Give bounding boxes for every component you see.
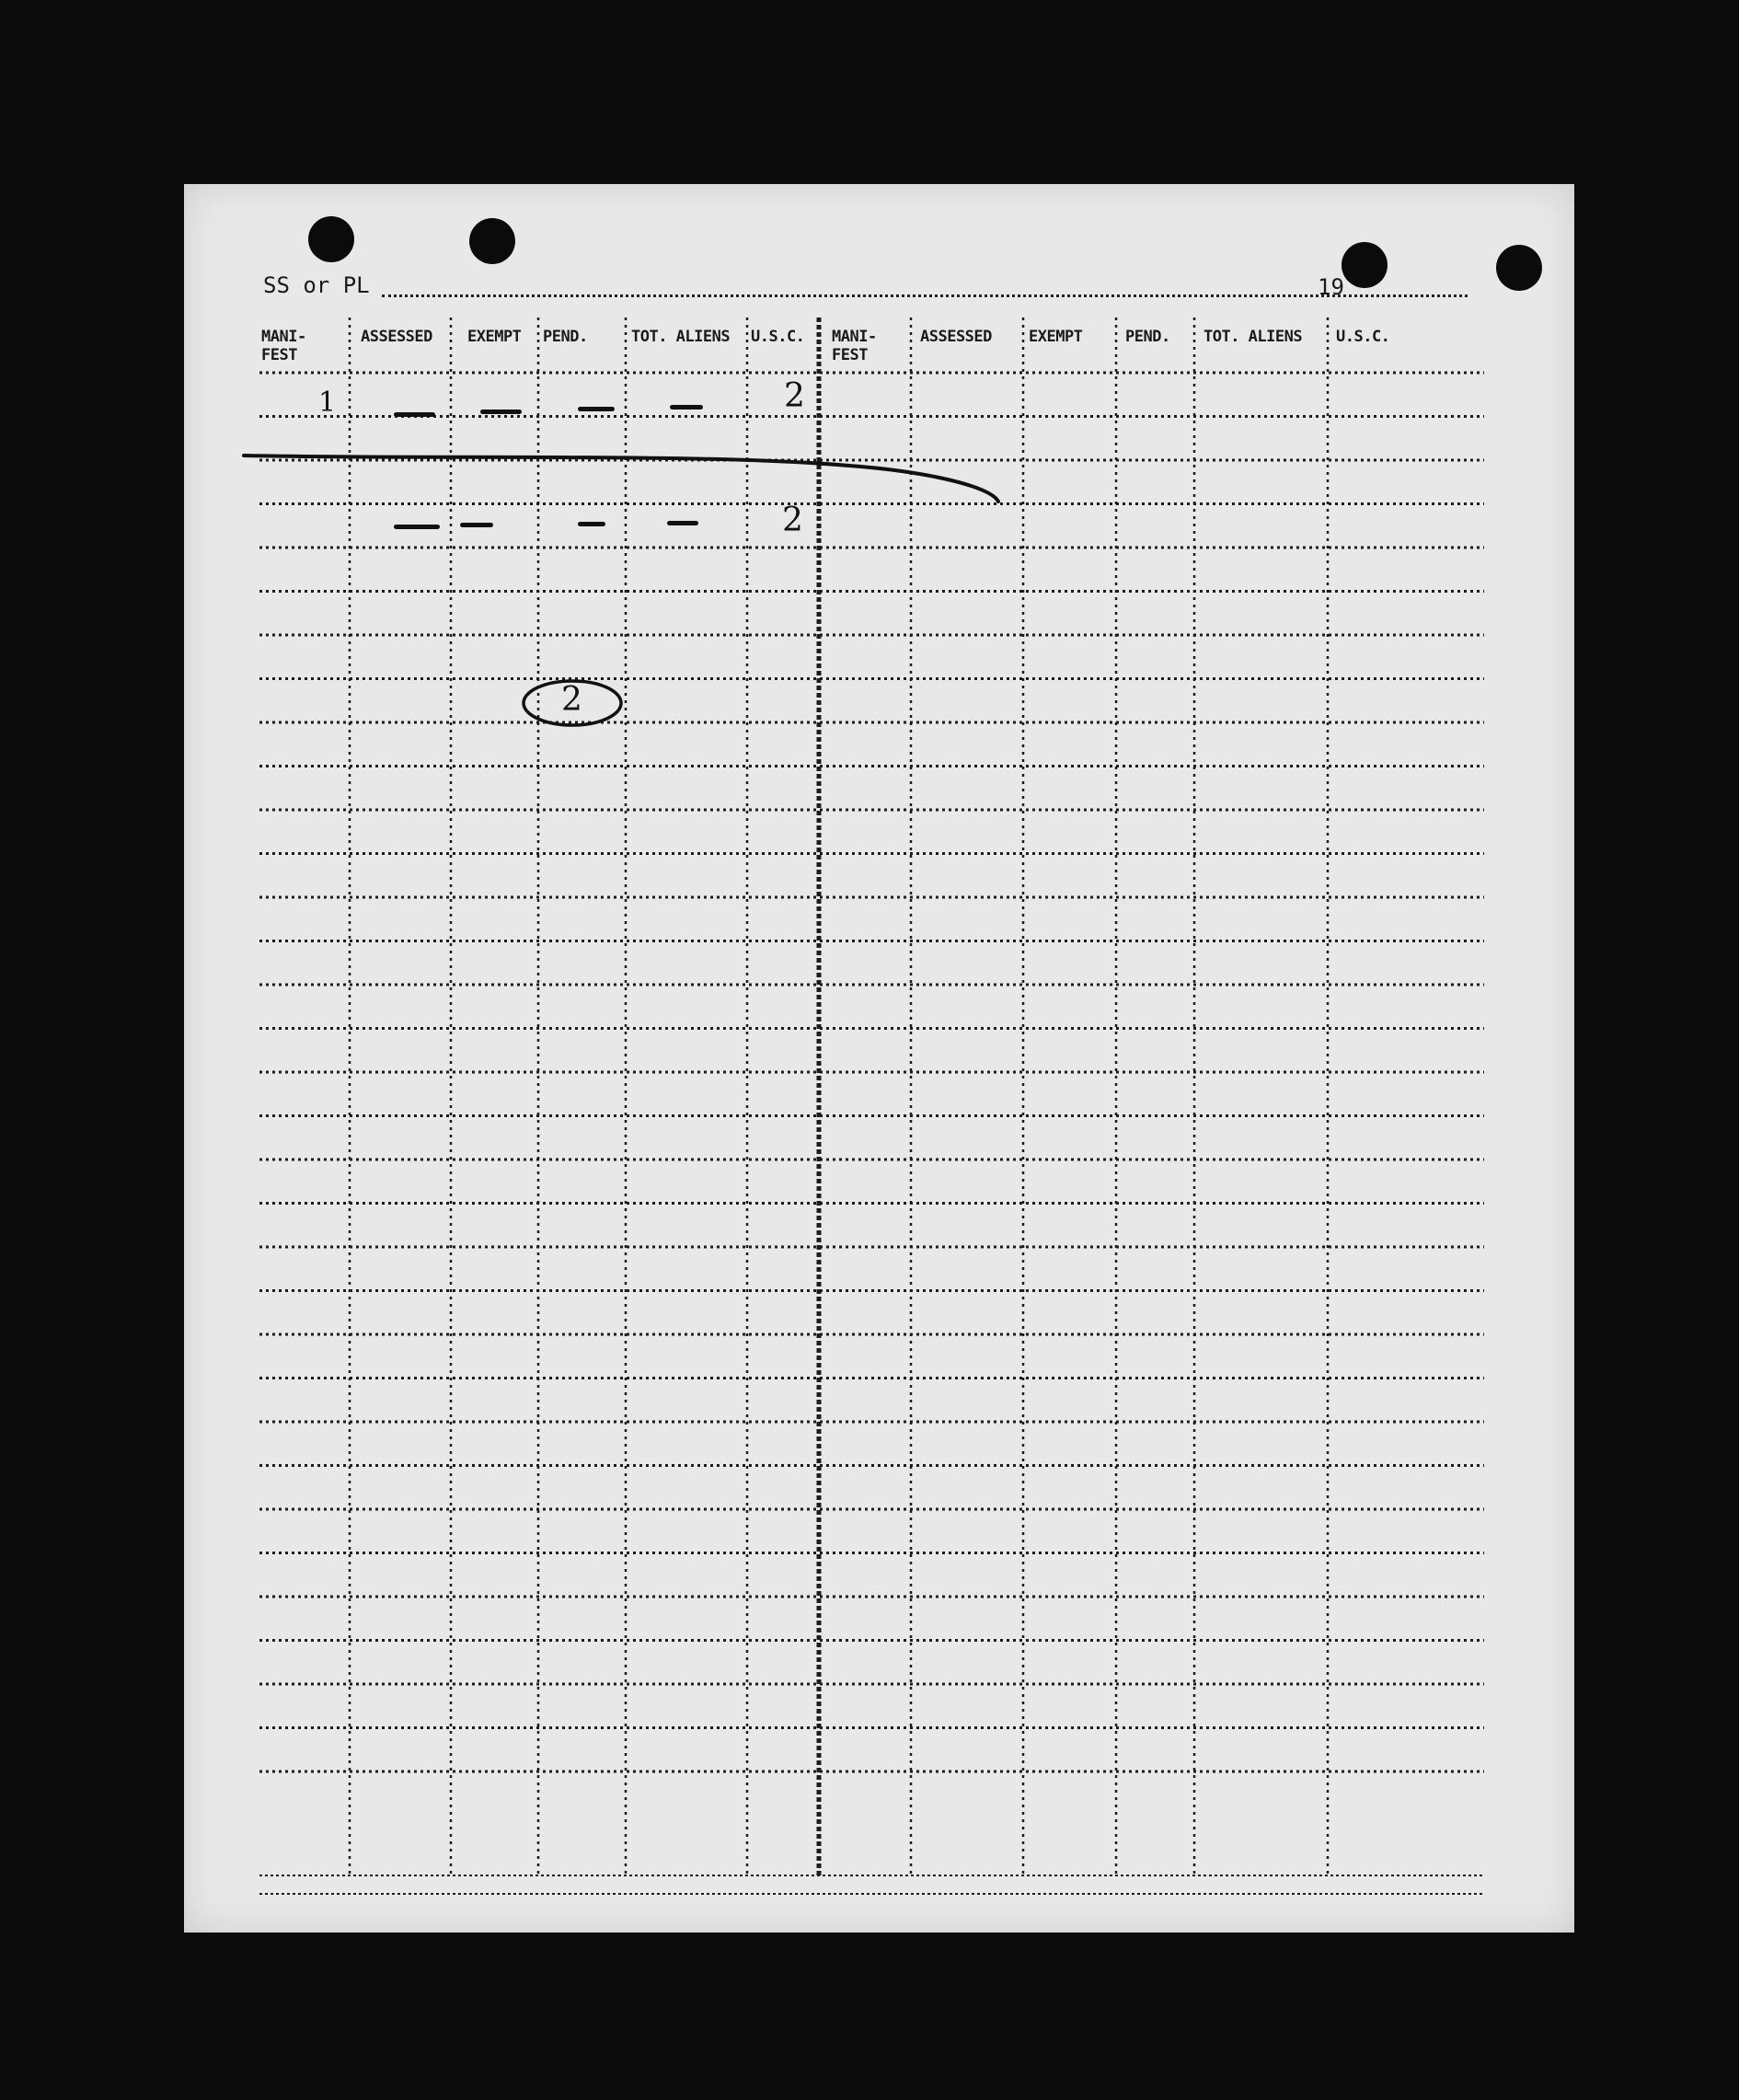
col-head-manifest-left: MANI- FEST (261, 328, 306, 364)
col-head-exempt-left: EXEMPT (467, 328, 522, 346)
year-label: 19 (1318, 274, 1344, 300)
hand-dash-tot-3 (667, 521, 698, 525)
col-head-manifest-right: MANI- FEST (832, 328, 877, 364)
col-head-assessed-left: ASSESSED (361, 328, 432, 346)
strike-line (184, 184, 1574, 1933)
col-head-usc-left: U.S.C. (751, 328, 805, 346)
hand-dash-assessed-3 (394, 525, 440, 529)
col-head-exempt-right: EXEMPT (1029, 328, 1083, 346)
col-head-assessed-right: ASSESSED (920, 328, 992, 346)
col-head-tot-aliens-left: TOT. ALIENS (631, 328, 731, 346)
col-head-tot-aliens-right: TOT. ALIENS (1203, 328, 1303, 346)
form-sheet (184, 184, 1574, 1933)
hand-dash-exempt-3 (460, 523, 493, 527)
col-head-pend-right: PEND. (1125, 328, 1170, 346)
hand-dash-pend-3 (578, 522, 605, 526)
hand-row3-usc: 2 (782, 502, 803, 539)
hand-row1-usc: 2 (784, 377, 805, 415)
hand-row1-manifest: 1 (318, 387, 337, 419)
hand-circled-total: 2 (561, 681, 582, 719)
ss-or-pl-label: SS or PL (263, 272, 370, 298)
col-head-pend-left: PEND. (543, 328, 588, 346)
col-head-usc-right: U.S.C. (1336, 328, 1390, 346)
